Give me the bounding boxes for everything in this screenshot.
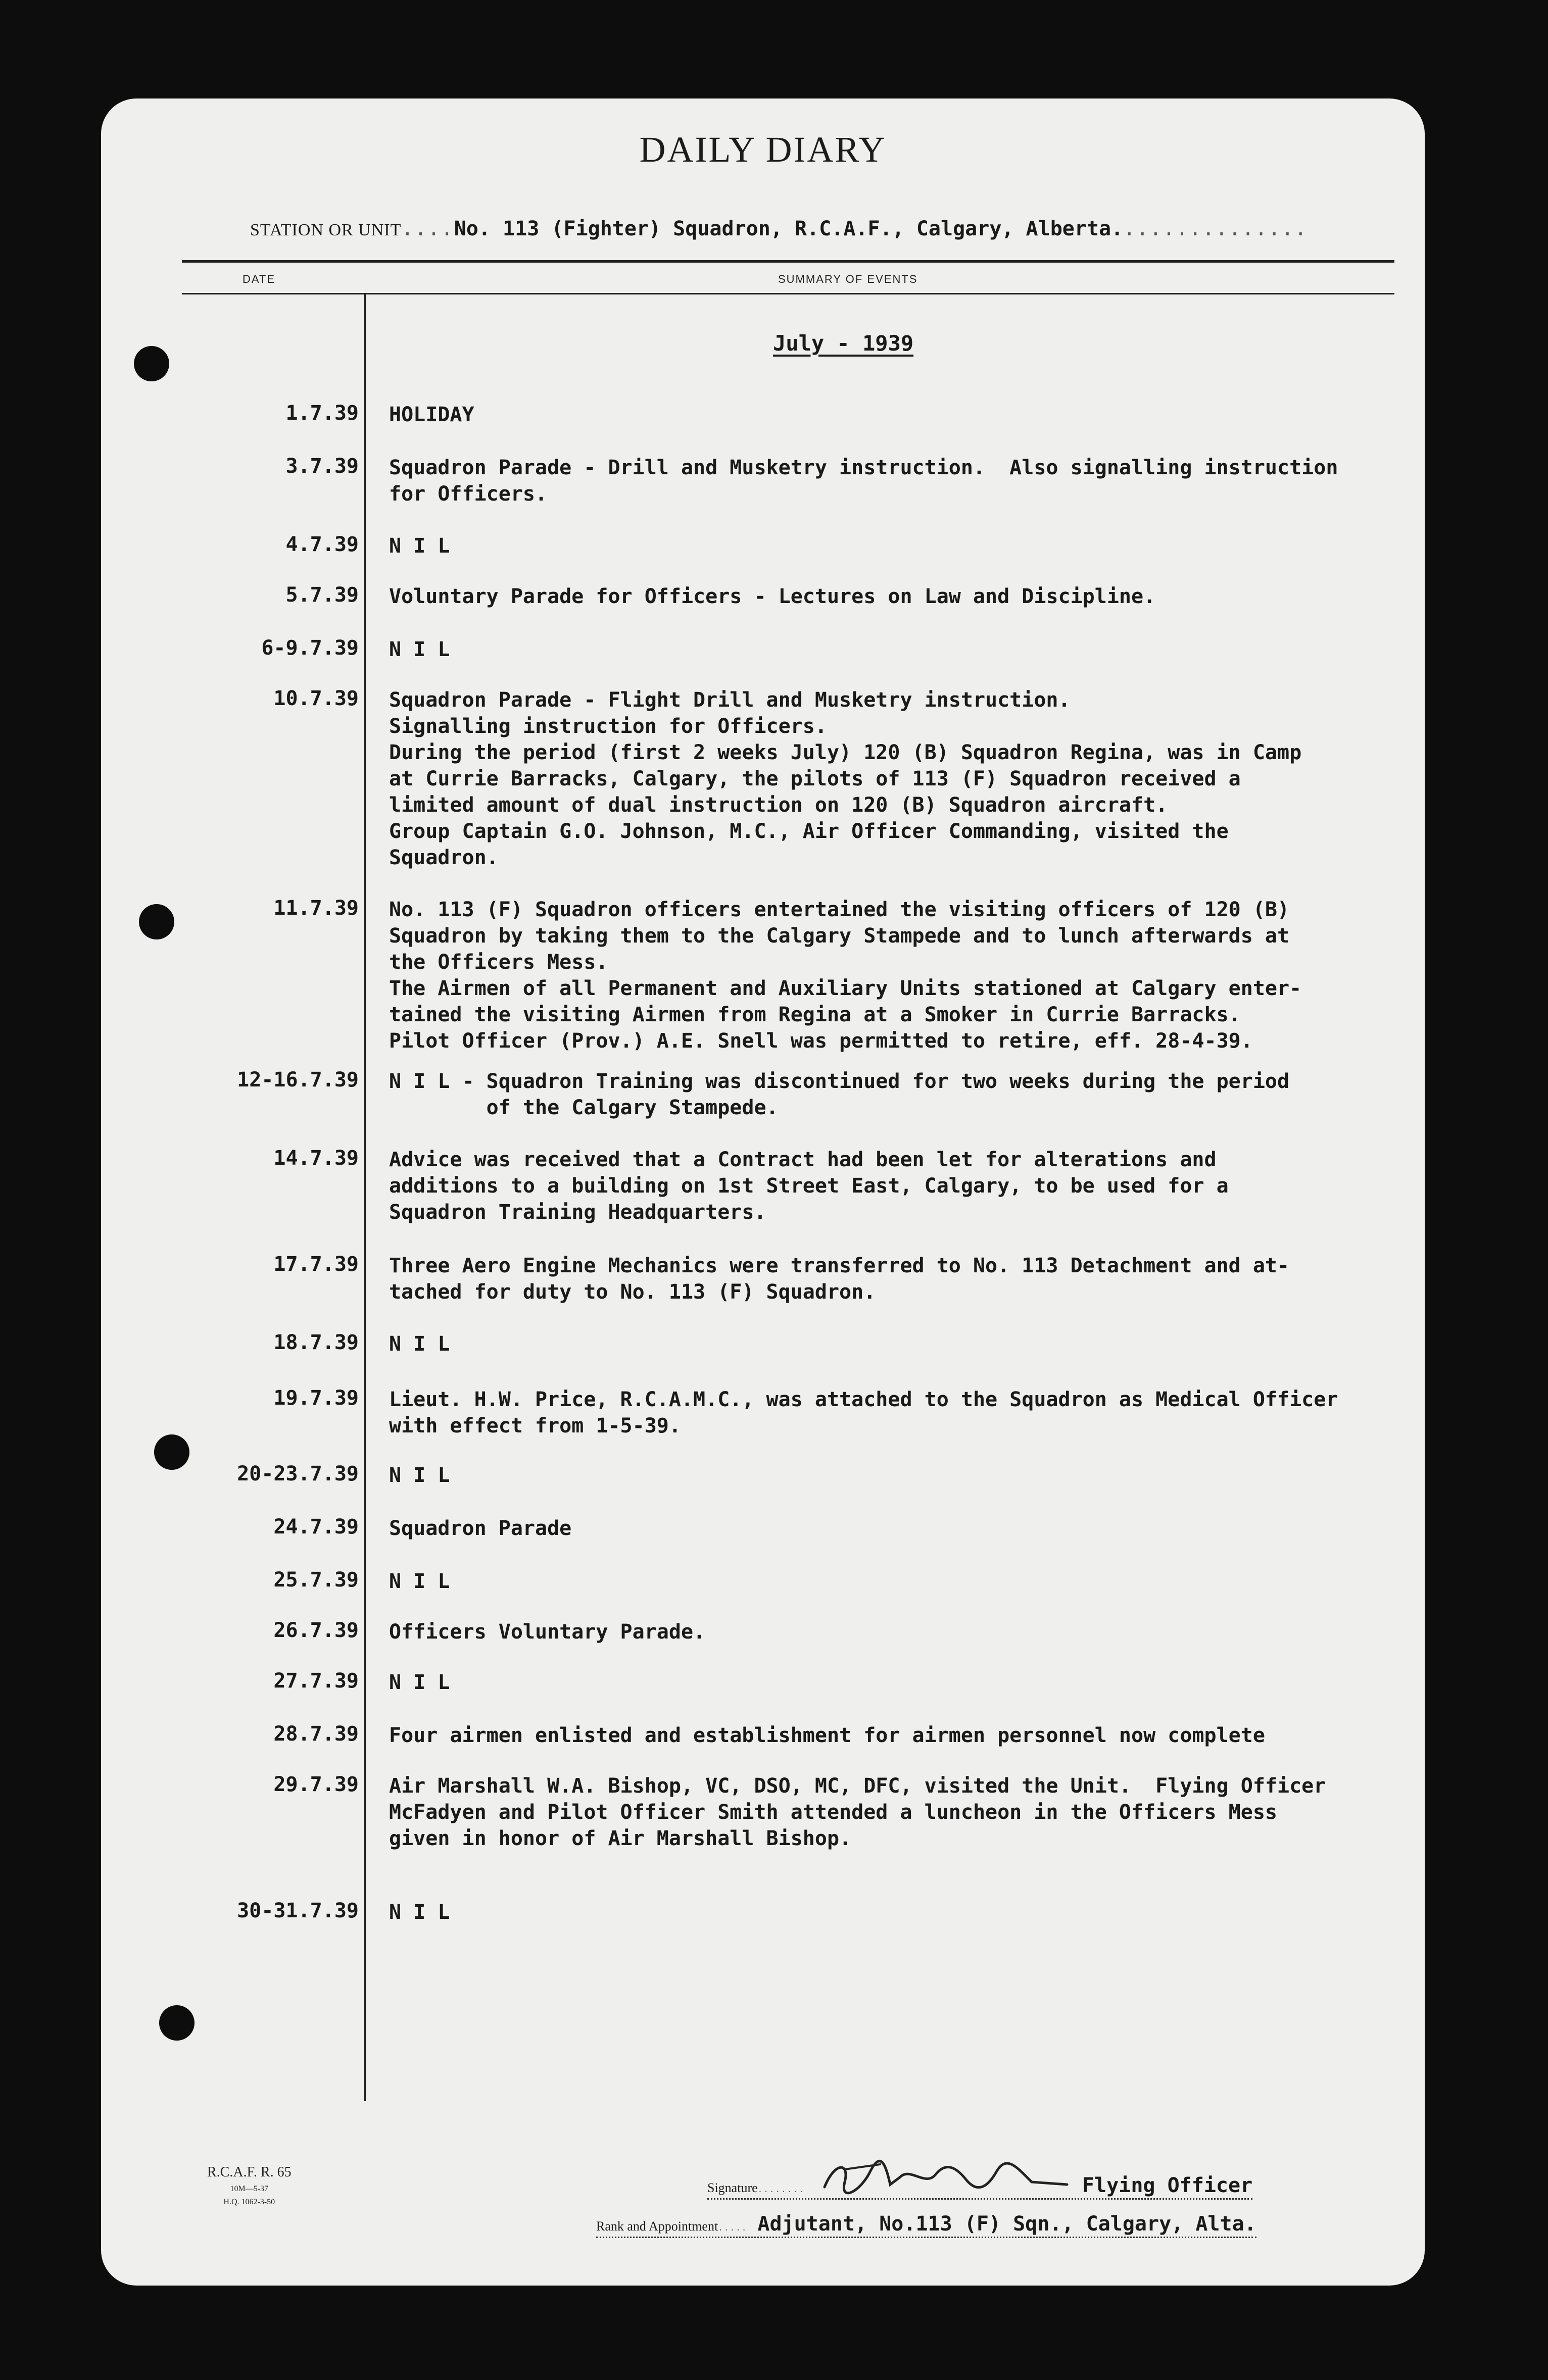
entry-date: 4.7.39 [285, 533, 359, 556]
station-value: No. 113 (Fighter) Squadron, R.C.A.F., Calgary, Alberta. [454, 217, 1124, 240]
entry-text: Squadron Parade [389, 1517, 572, 1540]
entry-text: Advice was received that a Contract had been let for alterations and additions to a building on 1st Street East, Calgary, to be used for a Squadron Training Headquarters. [389, 1148, 1229, 1224]
entry-date: 3.7.39 [285, 455, 359, 478]
punch-hole-4 [159, 2005, 195, 2041]
rank-line: Rank and Appointment..... Adjutant, No.113 (F) Sqn., Calgary, Alta. [596, 2212, 1256, 2238]
entry-text: N I L [389, 534, 450, 558]
entry-date: 25.7.39 [273, 1568, 359, 1592]
entry-date: 19.7.39 [273, 1386, 359, 1410]
entry-text: N I L [389, 638, 450, 661]
entry-date: 28.7.39 [273, 1722, 359, 1746]
entry-text: N I L [389, 1332, 450, 1356]
form-number: R.C.A.F. R. 65 [207, 2164, 292, 2180]
entry-date: 17.7.39 [273, 1253, 359, 1276]
entry-date: 11.7.39 [273, 897, 359, 920]
station-line: STATION OR UNIT....No. 113 (Fighter) Squadron, R.C.A.F., Calgary, Alberta............... [250, 217, 1308, 240]
form-code-block [207, 2164, 292, 2207]
entry-date: 26.7.39 [273, 1619, 359, 1642]
entry-text: HOLIDAY [389, 403, 474, 426]
page-title: DAILY DIARY [639, 129, 887, 170]
entry-date: 29.7.39 [273, 1773, 359, 1796]
entry-text: N I L [389, 1570, 450, 1593]
entry-text: Four airmen enlisted and establishment for airmen personnel now complete [389, 1724, 1265, 1747]
entry-text: Squadron Parade - Flight Drill and Musketry instruction. Signalling instruction for Officers. During the period (first 2 weeks July) 120 (B) Squadron Regina, was in Camp at Currie Barracks, Calgary, the pilots of 113 (F) Squadron received a limited amount of dual instruction on 120 (B) Squadron aircraft. Group Captain G.O. Johnson, M.C., Air Officer Commanding, visited the Squadron. [389, 688, 1302, 869]
entry-date: 12-16.7.39 [237, 1068, 359, 1092]
summary-column-header: SUMMARY OF EVENTS [778, 273, 918, 285]
print-code-1: 10M—5-37 [230, 2185, 269, 2193]
entry-date: 14.7.39 [273, 1147, 359, 1170]
entry-text: N I L [389, 1464, 450, 1487]
punch-hole-2 [139, 904, 174, 939]
entry-text: Voluntary Parade for Officers - Lectures on Law and Discipline. [389, 585, 1156, 608]
entry-text: Officers Voluntary Parade. [389, 1620, 706, 1644]
date-column-header: DATE [243, 273, 276, 285]
signature-line: Signature........ Flying Officer [707, 2157, 1252, 2200]
diary-page [101, 98, 1425, 2286]
entry-text: N I L - Squadron Training was discontinued for two weeks during the period of the Calgary Stampede. [389, 1070, 1290, 1119]
entry-text: No. 113 (F) Squadron officers entertained the visiting officers of 120 (B) Squadron by taking them to the Calgary Stampede and to lunch afterwards at the Officers Mess. The Airmen of all Permanent and Auxiliary Units stationed at Calgary enter- tained the visiting Airmen from Regina at a Smoker in Currie Barracks. Pilot Officer (Prov.) A.E. Snell was permitted to retire, eff. 28-4-39. [389, 898, 1302, 1053]
entry-text: Lieut. H.W. Price, R.C.A.M.C., was attached to the Squadron as Medical Officer with effect from 1-5-39. [389, 1388, 1338, 1437]
entry-text: Squadron Parade - Drill and Musketry instruction. Also signalling instruction for Officers. [389, 456, 1338, 506]
rank-label: Rank and Appointment [596, 2219, 718, 2234]
entry-date: 1.7.39 [285, 402, 359, 425]
header-rule [182, 260, 1394, 263]
entry-date: 20-23.7.39 [237, 1462, 359, 1485]
entry-date: 18.7.39 [273, 1331, 359, 1354]
entry-date: 10.7.39 [273, 687, 359, 710]
entry-date: 24.7.39 [273, 1515, 359, 1539]
signature-rank: Flying Officer [1082, 2174, 1253, 2197]
print-code-2: H.Q. 1062-3-50 [223, 2198, 275, 2206]
handwritten-signature [814, 2157, 1077, 2197]
entry-text: Three Aero Engine Mechanics were transferred to No. 113 Detachment and at- tached for duty to No. 113 (F) Squadron. [389, 1254, 1290, 1304]
column-divider [364, 293, 366, 2101]
signature-label: Signature [707, 2180, 758, 2195]
entry-date: 30-31.7.39 [237, 1899, 359, 1922]
month-heading: July - 1939 [773, 331, 914, 356]
entry-text: N I L [389, 1671, 450, 1694]
entry-date: 5.7.39 [285, 583, 359, 607]
rank-value: Adjutant, No.113 (F) Sqn., Calgary, Alta. [757, 2212, 1256, 2236]
station-label: STATION OR UNIT [250, 221, 402, 239]
punch-hole-3 [154, 1434, 189, 1470]
entry-text: Air Marshall W.A. Bishop, VC, DSO, MC, DFC, visited the Unit. Flying Officer McFadyen and Pilot Officer Smith attended a luncheon in the Officers Mess given in honor of Air Marshall Bishop. [389, 1774, 1326, 1850]
entry-date: 27.7.39 [273, 1669, 359, 1693]
entry-date: 6-9.7.39 [261, 636, 359, 660]
punch-hole-1 [134, 346, 169, 381]
entry-text: N I L [389, 1901, 450, 1924]
